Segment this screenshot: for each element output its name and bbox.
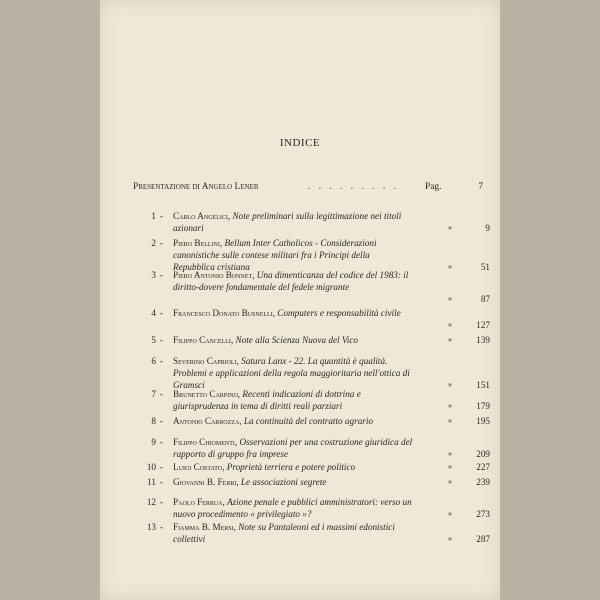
book-page: [100, 0, 500, 600]
entry-dash: -: [160, 389, 164, 399]
ditto-mark: »: [448, 477, 452, 486]
entry-dash: -: [160, 335, 164, 345]
entry-number: 1: [151, 211, 156, 221]
page-title: INDICE: [279, 137, 321, 149]
entry-title: , Una dimenticanza del codice del 1983: il diritto-dovere fondamentale del fedele migrante: [173, 270, 409, 293]
entry-title: , Bellum Inter Catholicos - Considerazioni canonistiche sulle contese militari fra i Principi della Repubblica cristiana: [173, 238, 377, 273]
entry-number: 10: [146, 462, 156, 472]
entry-number: 8: [151, 416, 156, 426]
entry-page: 87: [480, 294, 490, 305]
ditto-mark: »: [448, 223, 452, 233]
entry-title: , Note su Pantaleoni ed i massimi edonistici collettivi: [173, 522, 395, 545]
entry-dash: -: [160, 462, 164, 472]
entry-dash: -: [160, 497, 164, 507]
entry-title: , Note alla Scienza Nuova del Vico: [230, 335, 359, 345]
entry-author: Filippo Chiomenti: [173, 437, 235, 447]
ditto-mark: »: [448, 320, 452, 330]
entry-number: 3: [151, 270, 156, 280]
leader-dots: . . . . . . . . .: [308, 182, 399, 192]
entry-page: 151: [476, 380, 490, 391]
entry-dash: -: [160, 477, 164, 487]
entry-number: 7: [151, 389, 156, 399]
entry-text: [173, 476, 413, 488]
entry-dash: -: [160, 416, 164, 426]
ditto-mark: »: [448, 335, 452, 344]
entry-title: , Satura Lanx - 22. La quantità è qualità. Problemi e applicazioni della regola maggioritaria nell'ottica di Gramsci: [173, 356, 410, 391]
entry-title: , Proprietà terriera e potere politico: [222, 462, 356, 472]
ditto-mark: »: [448, 401, 452, 411]
ditto-mark: »: [448, 294, 452, 304]
entry-author: Carlo Angelici: [173, 211, 228, 221]
entry-dash: -: [160, 308, 164, 318]
entry-text: [173, 355, 413, 391]
entry-author: Paolo Ferrua: [173, 497, 223, 507]
entry-text: [173, 436, 413, 460]
entry-title: , Azione penale e pubblici amministratori: verso un nuovo procedimento « privilegiato »?: [173, 497, 412, 520]
entry-number: 5: [151, 335, 156, 345]
entry-dash: -: [160, 522, 164, 532]
entry-number: 13: [146, 522, 156, 532]
entry-page: 195: [476, 416, 490, 426]
entry-author: Brunetto Carpino: [173, 389, 238, 399]
entry-page: 127: [476, 320, 490, 331]
entry-author: Filippo Cancelli: [173, 335, 231, 345]
presentation-page: 7: [478, 182, 483, 192]
entry-title: , Note preliminari sulla legittimazione nei titoli azionari: [173, 211, 402, 234]
ditto-mark: »: [448, 449, 452, 459]
entry-page: 179: [476, 401, 490, 412]
entry-number: 9: [151, 437, 156, 447]
entry-page: 209: [476, 449, 490, 460]
entry-text: [173, 415, 413, 427]
ditto-mark: »: [448, 534, 452, 544]
entry-author: Giovanni B. Ferri: [173, 477, 237, 487]
entry-text: [173, 388, 413, 412]
entry-page: 139: [476, 335, 490, 345]
ditto-mark: »: [448, 509, 452, 519]
entry-author: Severino Caprioli: [173, 356, 237, 366]
entry-page: 239: [476, 477, 490, 487]
ditto-mark: »: [448, 380, 452, 390]
entry-text: [173, 334, 413, 346]
entry-text: [173, 237, 413, 273]
entry-dash: -: [160, 356, 164, 366]
entry-page: 9: [485, 223, 490, 234]
entry-dash: -: [160, 238, 164, 248]
entry-author: Piero Antonio Bonnet: [173, 270, 253, 280]
entry-title: , Le associazioni segrete: [236, 477, 327, 487]
entry-author: Fiamma B. Mersi: [173, 522, 234, 532]
entry-dash: -: [160, 270, 164, 280]
entry-number: 2: [151, 238, 156, 248]
pag-label: Pag.: [425, 182, 442, 192]
ditto-mark: »: [448, 262, 452, 272]
entry-page: 287: [476, 534, 490, 545]
presentation-row: [133, 182, 483, 192]
entry-title: , Recenti indicazioni di dottrina e giurisprudenza in tema di diritti reali parziari: [173, 389, 361, 412]
entry-title: , Osservazioni per una costruzione giuridica del rapporto di gruppo fra imprese: [173, 437, 413, 460]
entry-dash: -: [160, 437, 164, 447]
entry-number: 12: [146, 497, 156, 507]
entry-number: 4: [151, 308, 156, 318]
entry-author: Piero Bellini: [173, 238, 220, 248]
entry-page: 227: [476, 462, 490, 472]
entry-text: [173, 461, 413, 473]
entry-number: 11: [147, 477, 156, 487]
presentation-label: Presentazione di Angelo Lener: [133, 182, 259, 192]
entry-title: , La continuità del contratto agrario: [239, 416, 374, 426]
entry-title: , Computers e responsabilità civile: [272, 308, 401, 318]
entry-page: 51: [480, 262, 490, 273]
entry-page: 273: [476, 509, 490, 520]
entry-number: 6: [151, 356, 156, 366]
entry-text: [173, 269, 413, 293]
entry-author: Antonio Carrozza: [173, 416, 240, 426]
entry-text: [173, 307, 413, 319]
entry-text: [173, 210, 413, 234]
ditto-mark: »: [448, 416, 452, 425]
entry-text: [173, 521, 413, 545]
entry-author: Luigi Costato: [173, 462, 223, 472]
entry-dash: -: [160, 211, 164, 221]
ditto-mark: »: [448, 462, 452, 471]
entry-text: [173, 496, 413, 520]
entry-author: Francesco Donato Busnelli: [173, 308, 273, 318]
